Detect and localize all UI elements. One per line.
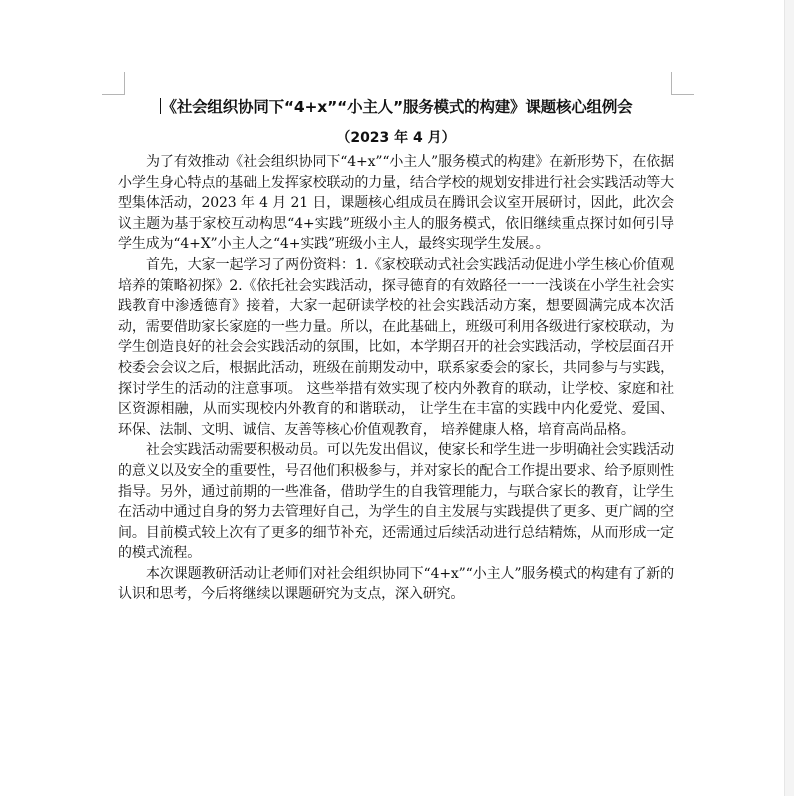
crop-mark-top-left	[102, 72, 125, 95]
crop-mark-top-right	[671, 72, 694, 95]
document-date: （2023 年 4 月）	[336, 130, 456, 146]
document-title[interactable]	[118, 96, 674, 118]
paragraph-conclusion: 本次课题教研活动让老师们对社会组织协同下“4+x”“小主人”服务模式的构建有了新的认识和思考，今后将继续以课题研究为支点，深入研究。	[118, 565, 674, 603]
paragraph-intro: 为了有效推动《社会组织协同下“4+x”“小主人”服务模式的构建》在新形势下，在依据小学生身心特点的基础上发挥家校联动的力量，结合学校的规划安排进行社会实践活动等大型集体活动，2023 年 4 月 21 日，课题核心组成员在腾讯会议室开展研讨，因此，此次会议主题为基于家校互动构思“4+实践”班级小主人的服务模式，依旧继续重点探讨如何引导学生成为“4+X”小主人之“4+实践”班级小主人，最终实现学生发展。。	[118, 154, 674, 253]
document-body[interactable]	[118, 96, 674, 605]
vertical-scrollbar[interactable]	[784, 0, 794, 796]
document-title-text: 《社会组织协同下“4+x”“小主人”服务模式的构建》课题核心组例会	[161, 98, 633, 116]
paragraph-mobilization: 社会实践活动需要积极动员。可以先发出倡议，使家长和学生进一步明确社会实践活动的意义以及安全的重要性，号召他们积极参与，并对家长的配合工作提出要求、给予原则性指导。另外，通过前期的一些准备，借助学生的自我管理能力，与联合家长的教育，让学生在活动中通过自身的努力去管理好自己，为学生的自主发展与实践提供了更多、更广阔的空间。目前模式较上次有了更多的细节补充，还需通过后续活动进行总结精炼，从而形成一定的模式流程。	[118, 442, 674, 562]
text-cursor	[160, 98, 161, 114]
paragraph-study: 首先，大家一起学习了两份资料：1.《家校联动式社会实践活动促进小学生核心价值观培养的策略初探》2.《依托社会实践活动，探寻德育的有效路径一一一浅谈在小学生社会实践教育中渗透德育》接着，大家一起研读学校的社会实践活动方案，想要圆满完成本次活动，需要借助家长家庭的一些力量。所以，在此基础上，班级可利用各级进行家校联动，为学生创造良好的社会会实践活动的氛围，比如，本学期召开的社会实践活动，学校层面召开校委会会议之后，根据此活动，班级在前期发动中，联系家委会的家长，共同参与与实践，探讨学生的活动的注意事项。 这些举措有效实现了校内外教育的联动，让学校、家庭和社区资源相融，从而实现校内外教育的和谐联动， 让学生在丰富的实践中内化爱党、爱国、环保、法制、文明、诚信、友善等核心价值观教育， 培养健康人格，培育高尚品格。	[118, 256, 674, 438]
